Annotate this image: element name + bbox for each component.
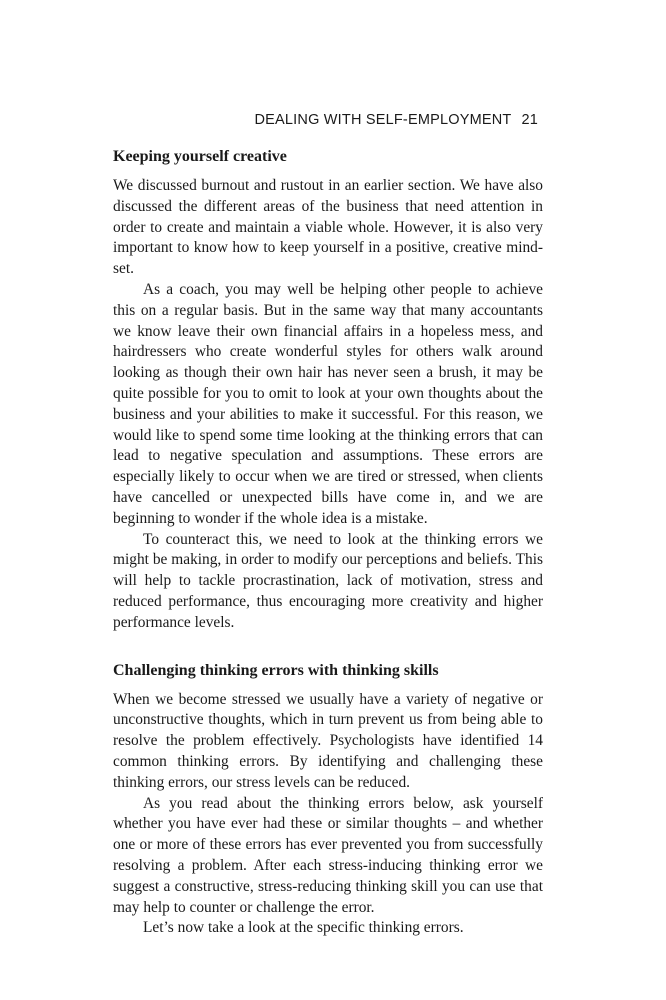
paragraph: We discussed burnout and rustout in an earlier section. We have also discussed the different areas of the business that need attention in order to create and maintain a viable whole. However, it is also very important to know how to keep yourself in a positive, creative mind-set. [113, 177, 543, 278]
running-title: DEALING WITH SELF-EMPLOYMENT [254, 112, 512, 128]
paragraph: When we become stressed we usually have a variety of negative or unconstructive thoughts, which in turn prevent us from being able to resolve the problem effectively. Psychologists have identified 14 common thinking errors. By identifying and challenging these thinking errors, our stress levels can be reduced. [113, 690, 543, 791]
page-body [113, 146, 543, 939]
section-heading: Challenging thinking errors with thinking skills [113, 661, 439, 679]
paragraph: As a coach, you may well be helping other people to achieve this on a regular basis. But in the same way that many accountants we know leave their own financial affairs in a hopeless mess, and hairdressers who create wonderful styles for others walk around looking as though their own hair has never seen a brush, it may be quite possible for you to omit to look at your own thoughts about the business and your abilities to make it successful. For this reason, we would like to spend some time looking at the thinking errors that can lead to negative speculation and assumptions. These errors are especially likely to occur when we are tired or stressed, when clients have cancelled or unexpected bills have come in, and we are beginning to wonder if the whole idea is a mistake. [113, 280, 543, 527]
page-number: 21 [521, 112, 538, 128]
paragraph: To counteract this, we need to look at the thinking errors we might be making, in order to modify our perceptions and beliefs. This will help to tackle procrastination, lack of motivation, stress and reduced performance, thus encouraging more creativity and higher performance levels. [113, 530, 543, 631]
running-head [255, 112, 539, 128]
paragraph: Let’s now take a look at the specific thinking errors. [143, 919, 464, 937]
paragraph: As you read about the thinking errors below, ask yourself whether you have ever had these or similar thoughts – and whether one or more of these errors has ever prevented you from successfully resolving a problem. After each stress-inducing thinking error we suggest a constructive, stress-reducing thinking skill you can use that may help to counter or challenge the error. [113, 794, 543, 916]
section-heading: Keeping yourself creative [113, 148, 287, 165]
